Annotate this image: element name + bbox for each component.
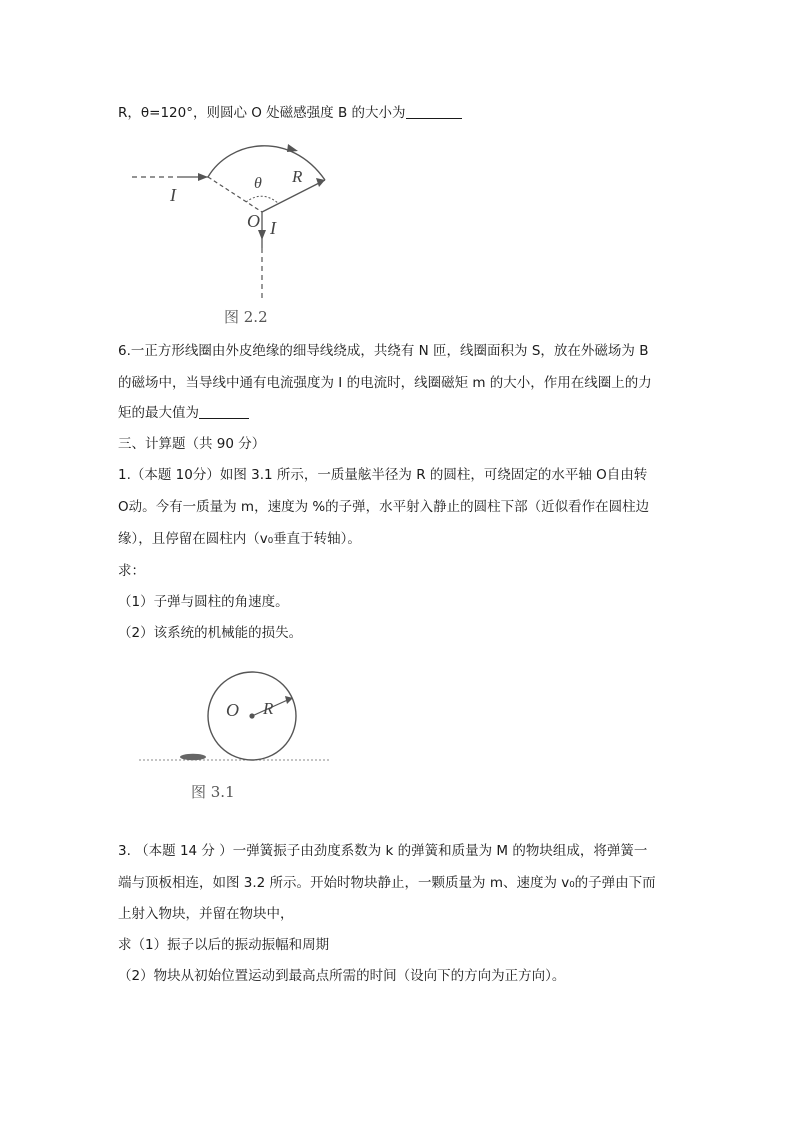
- question6-line3: [118, 403, 249, 423]
- question5-text: R，θ=120°，则圆心 O 处磁感强度 B 的大小为: [118, 105, 406, 121]
- label-current-in: I: [170, 185, 176, 205]
- calc1-line2: O动。今有一质量为 m，速度为 %的子弹，水平射入静止的圆柱下部（近似看作在圆柱边: [118, 499, 650, 515]
- question6-line3-text: 矩的最大值为: [118, 405, 199, 421]
- calc1-sub1: （1）子弹与圆柱的角速度。: [118, 594, 289, 610]
- figure-3-1: [135, 668, 335, 808]
- current-arc: [208, 146, 325, 180]
- arrow-right-icon: [198, 173, 208, 181]
- calc1-ask: 求：: [118, 563, 145, 579]
- section-header: 三、计算题（共 90 分）: [118, 436, 266, 452]
- radius-arrow-icon: [316, 178, 325, 187]
- figure-2-2-caption: 图 2.2: [224, 308, 268, 326]
- question5-tail: [118, 103, 462, 123]
- label-theta: θ: [254, 175, 262, 192]
- label-O: O: [247, 211, 260, 231]
- calc3-sub2: （2）物块从初始位置运动到最高点所需的时间（设向下的方向为正方向）。: [118, 968, 566, 984]
- calc3-line3: 上射入物块，并留在物块中，: [118, 906, 294, 922]
- calc3-sub1: 求（1）振子以后的振动振幅和周期: [118, 937, 330, 953]
- figure-3-1-caption: 图 3.1: [191, 783, 235, 801]
- question6-line1: 6.一正方形线圈由外皮绝缘的细导线绕成，共绕有 N 匝，线圈面积为 S，放在外磁场为 B: [118, 343, 649, 359]
- label-R: R: [263, 699, 274, 718]
- label-current-out: I: [270, 218, 276, 238]
- arc-arrow-icon: [287, 144, 298, 152]
- figure-2-2: [120, 130, 340, 330]
- arrow-down-icon: [258, 230, 266, 240]
- calc1-sub2: （2）该系统的机械能的损失。: [118, 625, 303, 641]
- answer-blank: [406, 104, 462, 119]
- question6-line2: 的磁场中，当导线中通有电流强度为 I 的电流时，线圈磁矩 m 的大小，作用在线圈上的力: [118, 375, 652, 391]
- label-O: O: [226, 700, 239, 720]
- calc1-line1: 1.（本题 10分）如图 3.1 所示，一质量舷半径为 R 的圆柱，可绕固定的水平轴 O自由转: [118, 467, 648, 483]
- answer-blank: [199, 404, 249, 419]
- calc3-line1: 3. （本题 14 分 ）一弹簧振子由劲度系数为 k 的弹簧和质量为 M 的物块组成，将弹簧一: [118, 843, 648, 859]
- bullet: [180, 754, 206, 760]
- angle-mark: [246, 196, 278, 203]
- calc3-line2: 端与顶板相连，如图 3.2 所示。开始时物块静止，一颗质量为 m、速度为 v₀的子弹由下而: [118, 875, 656, 891]
- calc1-line3: 缘），且停留在圆柱内（v₀垂直于转轴）。: [118, 531, 361, 547]
- label-R: R: [292, 167, 303, 186]
